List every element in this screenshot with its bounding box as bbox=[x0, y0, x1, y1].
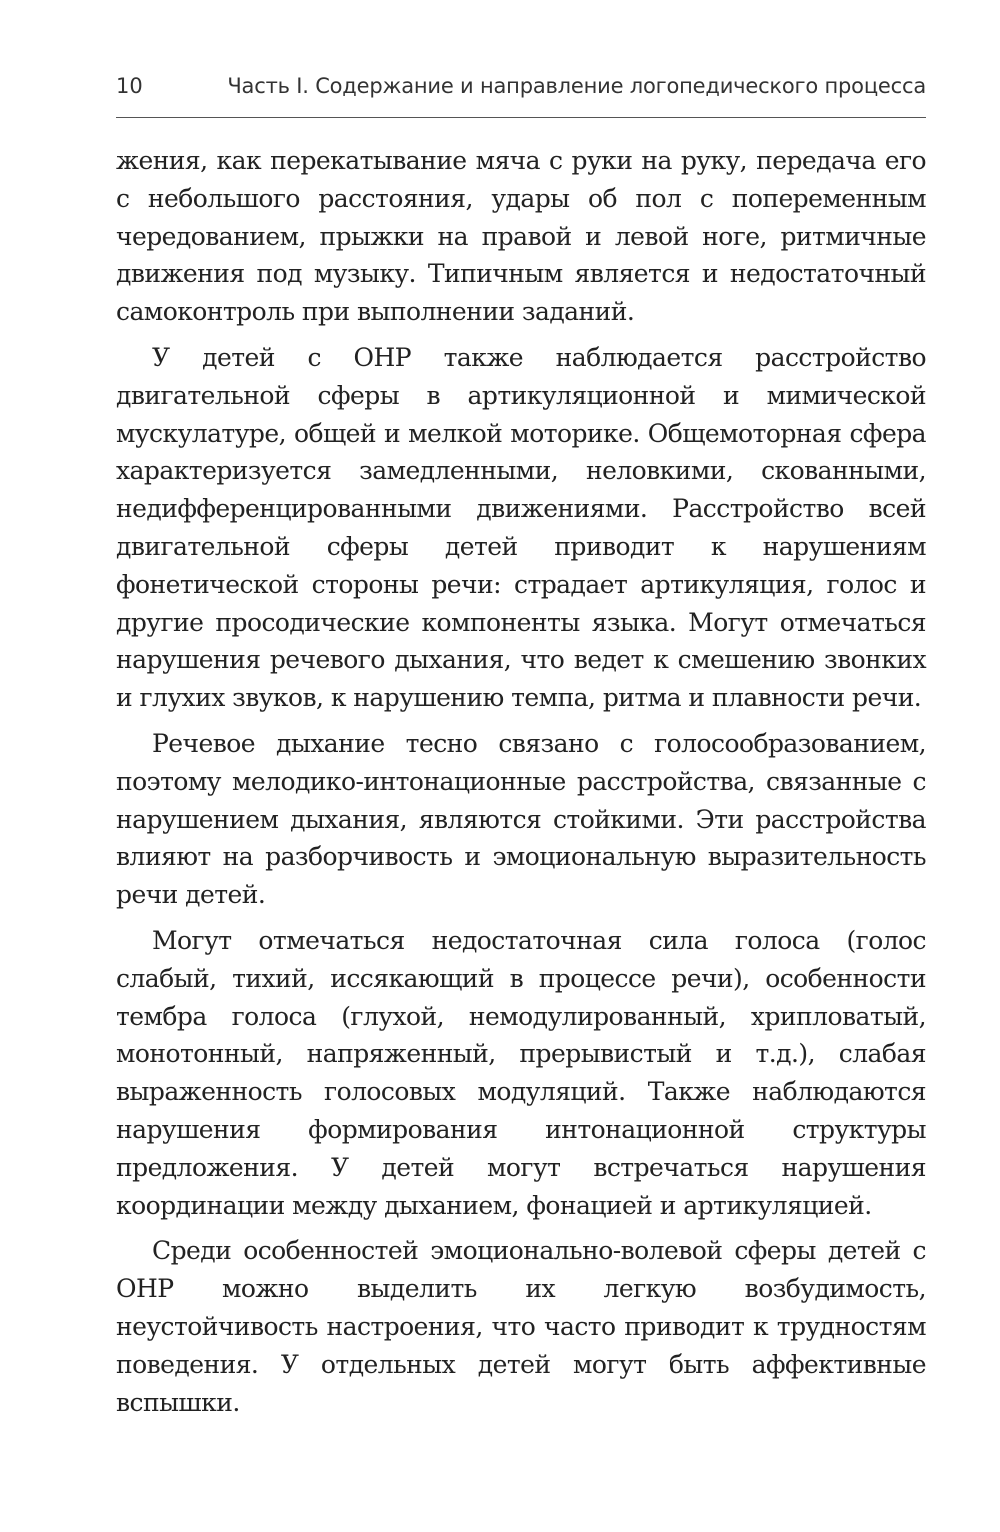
paragraph-continuation: жения, как перекатывание мяча с руки на руку, передача его с небольшого расстояния, удары об пол с попеременным чередованием, прыжки на правой и левой ноге, ритмичные движения под музыку. Типичным является и недостаточный самоконтроль при выполнении заданий. bbox=[116, 146, 926, 327]
body-text bbox=[116, 142, 926, 1429]
paragraph: Могут отмечаться недостаточная сила голоса (голос слабый, тихий, иссякающий в процессе речи), особенности тембра голоса (глухой, немодулированный, хрипловатый, монотонный, напряженный, прерывистый и т.д.), слабая выраженность голосовых модуляций. Также наблюдаются нарушения формирования интонационной структуры предложения. У детей могут встречаться нарушения координации между дыханием, фонацией и артикуляцией. bbox=[116, 925, 926, 1220]
page-number: 10 bbox=[116, 74, 143, 98]
header-divider bbox=[116, 117, 926, 118]
paragraph: Среди особенностей эмоционально-волевой сферы детей с ОНР можно выделить их легкую возбудимость, неустойчивость настроения, что часто приводит к трудностям поведения. У отдельных детей могут быть аффективные вспышки. bbox=[116, 1236, 926, 1417]
running-head-title: Часть I. Содержание и направление логопедического процесса bbox=[227, 74, 926, 98]
paragraph: У детей с ОНР также наблюдается расстройство двигательной сферы в артикуляционной и мимической мускулатуре, общей и мелкой моторике. Общемоторная сфера характеризуется замедленными, неловкими, скованными, недифференцированными движениями. Расстройство всей двигательной сферы детей приводит к нарушениям фонетической стороны речи: страдает артикуляция, голос и другие просодические компоненты языка. Могут отмечаться нарушения речевого дыхания, что ведет к смешению звонких и глухих звуков, к нарушению темпа, ритма и плавности речи. bbox=[116, 342, 926, 713]
running-head bbox=[116, 74, 926, 114]
paragraph: Речевое дыхание тесно связано с голосообразованием, поэтому мелодико-интонационные расстройства, связанные с нарушением дыхания, являются стойкими. Эти расстройства влияют на разборчивость и эмоциональную выразительность речи детей. bbox=[116, 728, 926, 910]
